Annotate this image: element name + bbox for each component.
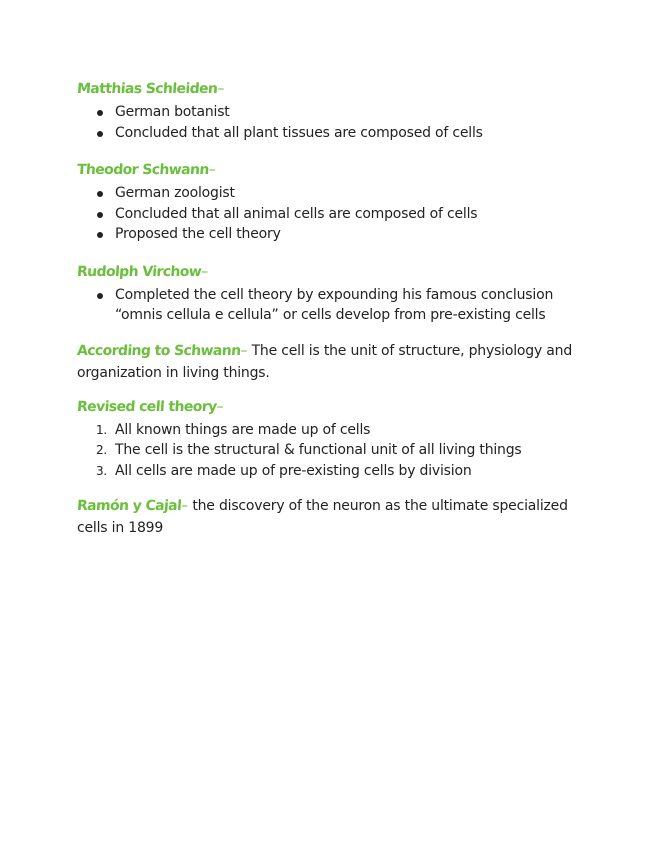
list-item — [77, 224, 577, 245]
list-item-text: Proposed the cell theory — [115, 226, 281, 242]
bullet-dot — [97, 232, 103, 238]
list-number: 1. — [96, 422, 108, 437]
bullet-list-schleiden — [77, 102, 577, 143]
section-virchow — [77, 261, 577, 326]
heading-dash: – — [216, 398, 224, 415]
numbered-list-revised-cell-theory — [77, 420, 577, 482]
list-item — [77, 123, 577, 144]
heading-schleiden: Matthias Schleiden — [76, 81, 218, 97]
section-schleiden — [77, 78, 577, 143]
list-item-text: All known things are made up of cells — [115, 421, 371, 438]
section-according-to-schwann — [77, 340, 577, 384]
heading-virchow: Rudolph Virchow — [76, 263, 202, 280]
list-item-text: Concluded that all plant tissues are composed of cells — [115, 124, 483, 141]
list-item-text: German zoologist — [115, 185, 235, 201]
heading-dash: – — [181, 498, 189, 514]
list-item — [77, 183, 577, 204]
bullet-dot — [97, 110, 103, 116]
list-number: 2. — [96, 443, 108, 457]
list-item — [77, 102, 577, 123]
list-item-text: Completed the cell theory by expounding his famous conclusion “omnis cellula e cellula” or cells develop from pre-existing cells — [115, 286, 554, 323]
paragraph-according-to-schwann — [77, 340, 577, 384]
section-schwann — [77, 159, 577, 245]
list-item — [77, 420, 577, 441]
bullet-list-schwann — [77, 183, 577, 245]
section-ramon-y-cajal — [77, 495, 577, 539]
list-number: 3. — [96, 463, 108, 478]
list-item — [77, 285, 577, 326]
heading-dash: – — [217, 81, 225, 97]
list-item — [77, 204, 577, 225]
list-item-text: The cell is the structural & functional unit of all living things — [115, 442, 522, 458]
list-item-text: Concluded that all animal cells are composed of cells — [115, 205, 478, 222]
heading-revised-cell-theory: Revised cell theory — [76, 398, 218, 415]
list-item-text: All cells are made up of pre-existing cells by division — [115, 462, 472, 479]
document-content — [77, 78, 577, 539]
bullet-list-virchow — [77, 285, 577, 326]
bullet-dot — [97, 191, 103, 197]
list-item — [77, 461, 577, 482]
heading-dash: – — [208, 162, 216, 178]
heading-dash: – — [240, 342, 248, 359]
bullet-dot — [97, 212, 103, 218]
bullet-dot — [97, 131, 103, 137]
heading-dash: – — [201, 263, 209, 280]
paragraph-text: the discovery of the neuron as the ultimate specialized cells in 1899 — [77, 498, 568, 536]
paragraph-text: The cell is the unit of structure, physiology and organization in living things. — [77, 342, 573, 381]
section-revised-cell-theory — [77, 396, 577, 482]
list-item-text: German botanist — [115, 104, 230, 120]
heading-schwann: Theodor Schwann — [76, 162, 210, 178]
heading-ramon-y-cajal: Ramón y Cajal — [76, 498, 182, 514]
paragraph-ramon-y-cajal — [77, 495, 577, 539]
bullet-dot — [97, 293, 103, 299]
list-item — [77, 440, 577, 461]
heading-according-to-schwann: According to Schwann — [76, 342, 242, 359]
